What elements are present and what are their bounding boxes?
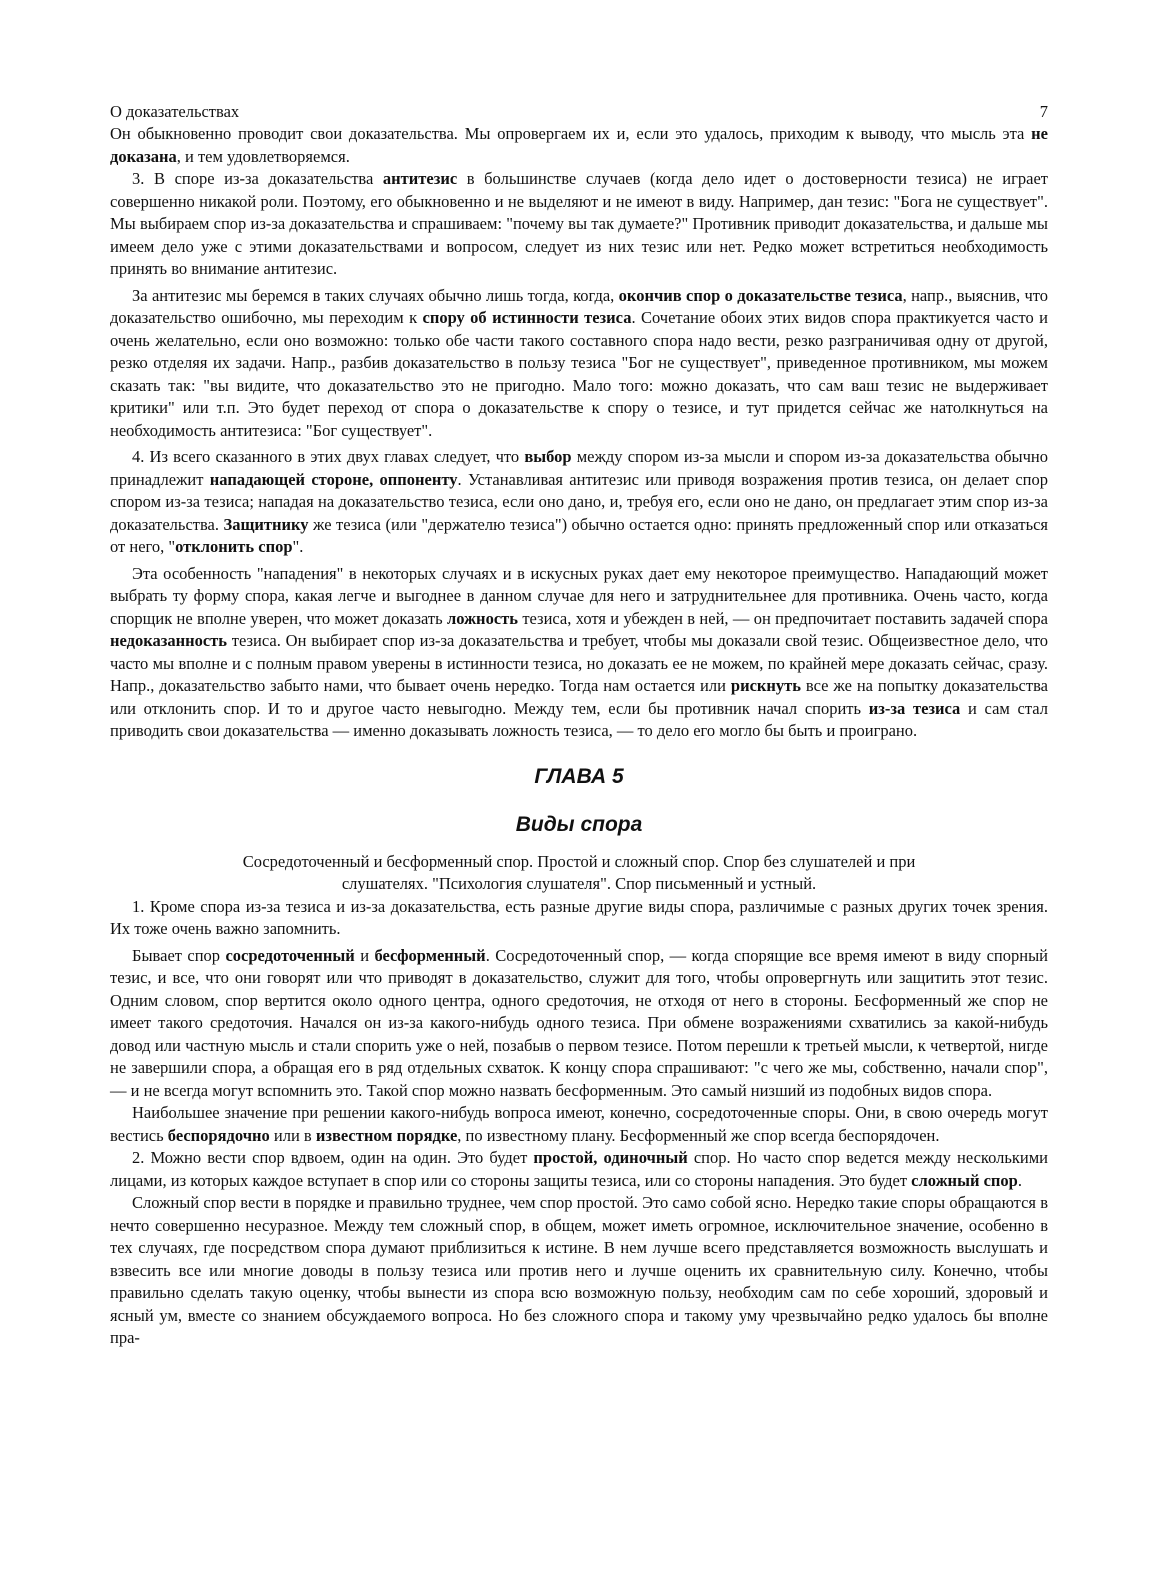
emphasis-text: ложность bbox=[447, 608, 518, 628]
emphasis-text: сосредоточенный bbox=[225, 945, 355, 965]
emphasis-text: бесформенный bbox=[374, 945, 486, 965]
paragraph: 1. Кроме спора из-за тезиса и из-за доказательства, есть разные другие виды спора, различимые с разных других точек зрения. Их тоже очень важно запомнить. bbox=[110, 896, 1048, 938]
page-header bbox=[110, 101, 1048, 123]
emphasis-text: нападающей стороне, оппоненту bbox=[209, 469, 458, 489]
emphasis-text: отклонить спор bbox=[175, 537, 293, 556]
emphasis-text: рискнуть bbox=[730, 676, 801, 695]
page-number: 7 bbox=[1039, 102, 1048, 121]
emphasis-text: не доказана bbox=[110, 124, 1048, 166]
emphasis-text: простой, одиночный bbox=[533, 1148, 688, 1167]
running-title: О доказательствах bbox=[110, 102, 240, 121]
paragraph: Эта особенность "нападения" в некоторых случаях и в искусных руках дает ему некоторое преимущество. Нападающий может выбрать ту форму спора, какая легче и выгоднее в данном случае для него и затруднительнее для противника. Очень часто, когда спорщик не вполне уверен, что может доказать ложность тезиса, хотя и убежден в ней, — он предпочитает поставить задачей спора недоказанность тезиса. Он выбирает спор из-за доказательства и требует, чтобы мы доказали свой тезис. Общеизвестное дело, что часто мы вполне и с полным правом уверены в истинности тезиса, но доказать ее не можем, по крайней мере доказать сейчас, сразу. Напр., доказательство забыто нами, что бывает очень нередко. Тогда нам остается или рискнуть все же на попытку доказательства или отклонить спор. И то и другое часто невыгодно. Между тем, если бы противник начал спорить из-за тезиса и сам стал приводить свои доказательства — именно доказывать ложность тезиса, — то дело его могло бы быть и проиграно. bbox=[110, 563, 1049, 740]
paragraph: 3. В споре из-за доказательства антитезис в большинстве случаев (когда дело идет о достоверности тезиса) не играет совершенно никакой роли. Поэтому, его обыкновенно и не выделяют и не имеют в виду. Например, дан тезис: "Бога не существует". Мы выбираем спор из-за доказательства и спрашиваем: "почему вы так думаете?" Противник приводит доказательства, и дальше мы имеем дело уже с этими доказательствами и вопросом, следует из них тезис или нет. Редко может встретиться необходимость принять во внимание антитезис. bbox=[110, 169, 1048, 278]
paragraph: Сложный спор вести в порядке и правильно труднее, чем спор простой. Это само собой ясно. Нередко такие споры обращаются в нечто совершенно несуразное. Между тем сложный спор, в общем, может иметь огромное, исключительное значение, особенно в тех случаях, где посредством спора думают приблизиться к истине. В нем лучше всего представляется возможность выслушать и взвесить все или многие доводы в пользу тезиса или против него и лучше оценить их сравнительную силу. Конечно, чтобы правильно сделать такую оценку, чтобы вынести из спора всю возможную пользу, необходим сам по себе хороший, здоровый и ясный ум, вместе со знанием обсуждаемого вопроса. Но без сложного спора и такому уму чрезвычайно редко удалось бы вполне пра- bbox=[110, 1193, 1048, 1347]
emphasis-text: спору об истинности тезиса bbox=[422, 308, 632, 327]
paragraph: Он обыкновенно проводит свои доказательства. Мы опровергаем их и, если это удалось, приходим к выводу, что мысль эта не доказана, и тем удовлетворяемся. bbox=[110, 124, 1048, 166]
paragraph: 2. Можно вести спор вдвоем, один на один. Это будет простой, одиночный спор. Но часто спор ведется между несколькими лицами, из которых каждое вступает в спор или со стороны защиты тезиса, или со стороны нападения. Это будет сложный спор. bbox=[110, 1148, 1048, 1190]
page-body bbox=[110, 123, 1048, 1350]
paragraph: Наибольшее значение при решении какого-нибудь вопроса имеют, конечно, сосредоточенные споры. Они, в свою очередь могут вестись беспорядочно или в известном порядке, по известному плану. Бесформенный же спор всегда беспорядочен. bbox=[110, 1103, 1048, 1145]
emphasis-text: окончив спор о доказательстве тезиса bbox=[618, 285, 903, 305]
emphasis-text: антитезис bbox=[382, 169, 458, 188]
chapter-number: ГЛАВА 5 bbox=[534, 764, 624, 788]
emphasis-text: недоказанность bbox=[110, 631, 228, 650]
emphasis-text: Защитнику bbox=[223, 514, 309, 534]
emphasis-text: сложный спор bbox=[911, 1170, 1018, 1190]
emphasis-text: выбор bbox=[524, 447, 572, 466]
paragraph: 4. Из всего сказанного в этих двух главах следует, что выбор между спором из-за мысли и спором из-за доказательства обычно принадлежит нападающей стороне, оппоненту. Устанавливая антитезис или приводя возражения против тезиса, он делает спор спором из-за тезиса; нападая на доказательство тезиса, если оно дано, и, требуя его, если оно не дано, он предлагает этим спор из-за доказательства. Защитнику же тезиса (или "держателю тезиса") обычно остается одно: принять предложенный спор или отказаться от него, "отклонить спор". bbox=[110, 447, 1049, 556]
chapter-title: Виды спора bbox=[515, 812, 643, 836]
paragraph: За антитезис мы беремся в таких случаях обычно лишь тогда, когда, окончив спор о доказательстве тезиса, напр., выяснив, что доказательство ошибочно, мы переходим к спору об истинности тезиса. Сочетание обоих этих видов спора практикуется часто и очень желательно, если оно возможно: только обе части такого составного спора надо вести, резко разграничивая одну от другой, резко отделяя их задачи. Напр., разбив доказательство в пользу тезиса "Бог не существует", приведенное противником, мы можем сказать так: "вы видите, что доказательство это не пригодно. Мало того: можно доказать, что сам ваш тезис не выдерживает критики" или т.п. Это будет переход от спора о доказательстве к спору о тезисе, и тут придется сейчас же натолкнуться на необходимость антитезиса: "Бог существует". bbox=[110, 285, 1048, 440]
chapter-summary: Сосредоточенный и бесформенный спор. Простой и сложный спор. Спор без слушателей и при слушателях. "Психология слушателя". Спор письменный и устный. bbox=[242, 851, 916, 893]
emphasis-text: известном порядке bbox=[315, 1125, 458, 1145]
emphasis-text: из-за тезиса bbox=[868, 698, 961, 718]
emphasis-text: беспорядочно bbox=[167, 1125, 270, 1145]
paragraph: Бывает спор сосредоточенный и бесформенный. Сосредоточенный спор, — когда спорящие все время имеют в виду спорный тезис, и все, что они говорят или что приводят в доказательство, служит для того, чтобы опровергнуть или защитить этот тезис. Одним словом, спор вертится около одного центра, одного средоточия, не отходя от него в стороны. Бесформенный же спор не имеет такого средоточия. Начался он из-за какого-нибудь одного тезиса. При обмене возражениями схватились за какой-нибудь довод или частную мысль и стали спорить уже о ней, позабыв о первом тезисе. Потом перешли к третьей мысли, к четвертой, нигде не завершили спора, а обращая его в ряд отдельных схваток. К концу спора спрашивают: "с чего же мы, собственно, начали спор", — и не всегда могут вспомнить это. Такой спор можно назвать бесформенным. Это самый низший из подобных видов спора. bbox=[110, 945, 1048, 1100]
